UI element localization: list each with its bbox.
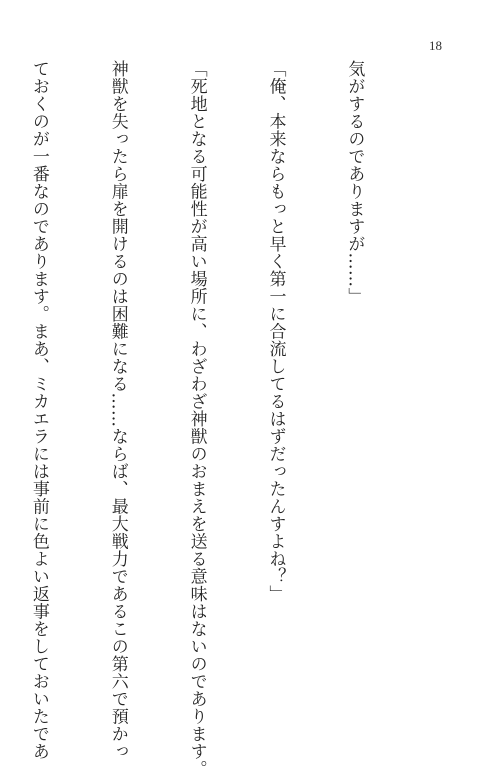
text-line: 気がするのでありますが……」 [344,60,365,305]
text-line: 神獣を失ったら扉を開けるのは困難になる……ならば、最大戦力であるこの第六で預かっ [107,60,128,760]
vertical-text-body [0,60,420,778]
text-line: ておくのが一番なのであります。まあ、ミカエラには事前に色よい返事をしておいたであ [28,60,49,760]
page-number: 18 [429,38,442,53]
text-line: 「俺、本来ならもっと早く第一に合流してるはずだったんすよね？」 [265,60,286,603]
text-line: 「死地となる可能性が高い場所に、わざわざ神獣のおまえを送る意味はないのであります。 [186,60,207,778]
